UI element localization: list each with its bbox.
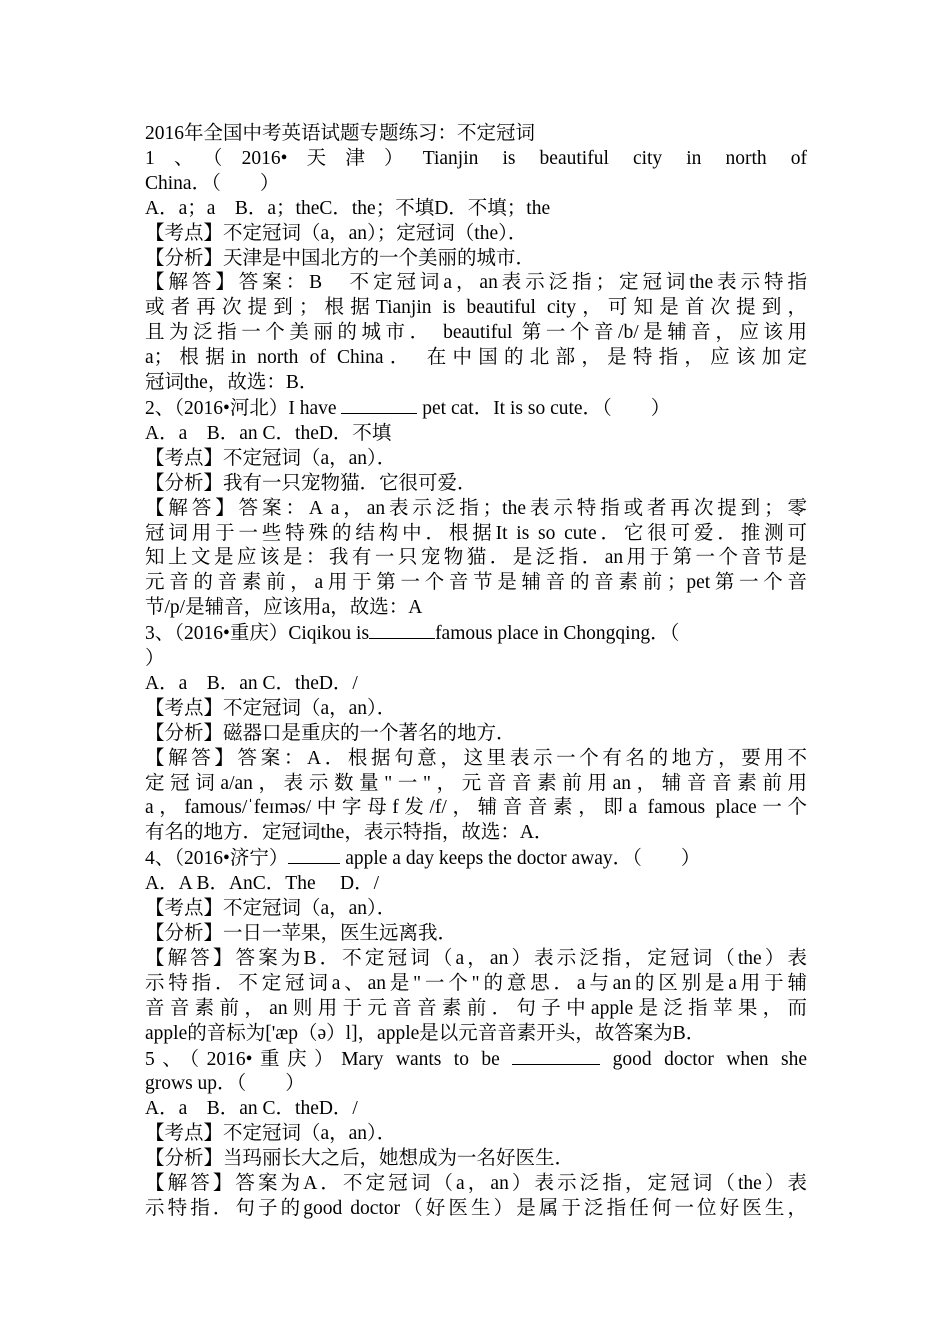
q4-jieda-line3: 音音素前，an则用于元音音素前．句子中apple是泛指苹果，而 (145, 997, 807, 1019)
q1-jieda-line5: 冠词the，故选：B． (145, 372, 319, 394)
q1-jieda-line4: a；根据in north of China． 在中国的北部，是特指，应该加定 (145, 347, 807, 369)
q4-fenxi: 【分析】一日一苹果，医生远离我． (145, 923, 458, 944)
q4-jieda-line2: 示特指．不定冠词a、an是"一个"的意思．a与an的区别是a用于辅 (145, 972, 807, 994)
q1-stem-line1: 1、（2016•天津）Tianjin is beautiful city in north of (145, 147, 807, 169)
q2-kaodian: 【考点】不定冠词（a，an）． (145, 447, 397, 469)
q1-jieda-line2: 或者再次提到；根据Tianjin is beautiful city，可知是首次提到， (145, 297, 807, 319)
q2-stem-tail: pet cat．It is so cute．（ ） (417, 397, 671, 419)
q5-stem-line2: grows up．（ ） (145, 1073, 305, 1095)
q5-fenxi: 【分析】当玛丽长大之后，她想成为一名好医生． (145, 1148, 575, 1170)
q3-stem-tail: famous place in Chongqing．（ (435, 623, 680, 645)
q5-stem-tail: good doctor when she (600, 1048, 807, 1070)
q4-stem-head: 4、（2016•济宁） (145, 848, 289, 870)
q2-options: A．a B．an C．theD．不填 (145, 422, 392, 444)
q2-jieda-line4: 元音的音素前，a用于第一个音节是辅音的音素前；pet第一个音 (145, 572, 807, 594)
q3-jieda-line1: 【解答】答案：A．根据句意，这里表示一个有名的地方，要用不 (145, 747, 807, 769)
q4-answer-blank (288, 846, 340, 864)
q3-stem-main (145, 621, 679, 647)
q3-stem-line2: ） (145, 648, 165, 670)
q5-options: A．a B．an C．theD．/ (145, 1098, 358, 1120)
q2-jieda-line5: 节/p/是辅音，应该用a，故选：A (145, 597, 423, 619)
q2-answer-blank (341, 396, 417, 414)
q3-stem-head: 3、（2016•重庆）Ciqikou is (145, 623, 370, 645)
q2-jieda-line1: 【解答】答案：A a，an表示泛指；the表示特指或者再次提到；零 (145, 497, 807, 519)
q1-jieda-line3: 且为泛指一个美丽的城市． beautiful 第一个音/b/是辅音，应该用 (145, 322, 807, 344)
q4-jieda-line1: 【解答】答案为B．不定冠词（a，an）表示泛指，定冠词（the）表 (145, 947, 807, 969)
document-page (145, 122, 807, 1222)
q5-stem-head: 5、（2016•重庆）Mary wants to be (145, 1048, 513, 1070)
q4-jieda-line4: apple的音标为['æp（ə）l]，apple是以元音音素开头，故答案为B． (145, 1022, 706, 1044)
q3-jieda-line2: 定冠词a/an，表示数量"一"，元音音素前用an，辅音音素前用 (145, 772, 807, 794)
q3-jieda-line4: 有名的地方．定冠词the，表示特指，故选：A． (145, 822, 554, 844)
q5-jieda-line1: 【解答】答案为A．不定冠词（a，an）表示泛指，定冠词（the）表 (145, 1173, 807, 1195)
q3-stem (145, 621, 807, 647)
q2-stem (145, 396, 807, 422)
q1-fenxi: 【分析】天津是中国北方的一个美丽的城市． (145, 247, 536, 269)
q2-jieda-line2: 冠词用于一些特殊的结构中．根据It is so cute．它很可爱．推测可 (145, 522, 807, 544)
q5-jieda-line2: 示特指．句子的good doctor（好医生）是属于泛指任何一位好医生， (145, 1197, 807, 1219)
q3-jieda-line3: a，famous/ˈfeɪməs/中字母f发/f/，辅音音素，即a famous place一个 (145, 797, 807, 819)
q4-stem (145, 846, 807, 872)
q3-answer-blank (369, 621, 435, 639)
q2-jieda-line3: 知上文是应该是：我有一只宠物猫．是泛指．an用于第一个音节是 (145, 547, 807, 569)
q4-stem-tail: apple a day keeps the doctor away．（ ） (340, 848, 701, 870)
q1-jieda-line1: 【解答】答案：B 不定冠词a，an表示泛指；定冠词the表示特指 (145, 272, 807, 294)
q4-kaodian: 【考点】不定冠词（a，an）． (145, 898, 397, 920)
q1-kaodian: 【考点】不定冠词（a，an）；定冠词（the）． (145, 222, 528, 244)
q4-options: A．A B．AnC．The D．/ (145, 873, 380, 895)
q5-stem (145, 1047, 807, 1073)
q3-fenxi: 【分析】磁器口是重庆的一个著名的地方． (145, 722, 516, 744)
q5-answer-blank (512, 1047, 600, 1065)
q2-fenxi: 【分析】我有一只宠物猫．它很可爱． (145, 472, 477, 494)
q2-stem-head: 2、（2016•河北）I have (145, 397, 342, 419)
q5-kaodian: 【考点】不定冠词（a，an）． (145, 1123, 397, 1145)
q3-options: A．a B．an C．theD．/ (145, 672, 358, 694)
q1-stem-line2: China．（ ） (145, 172, 280, 194)
q1-options: A．a；a B．a；theC．the；不填D．不填；the (145, 197, 551, 219)
q3-kaodian: 【考点】不定冠词（a，an）． (145, 697, 397, 719)
document-title: 2016年全国中考英语试题专题练习：不定冠词 (145, 123, 536, 144)
